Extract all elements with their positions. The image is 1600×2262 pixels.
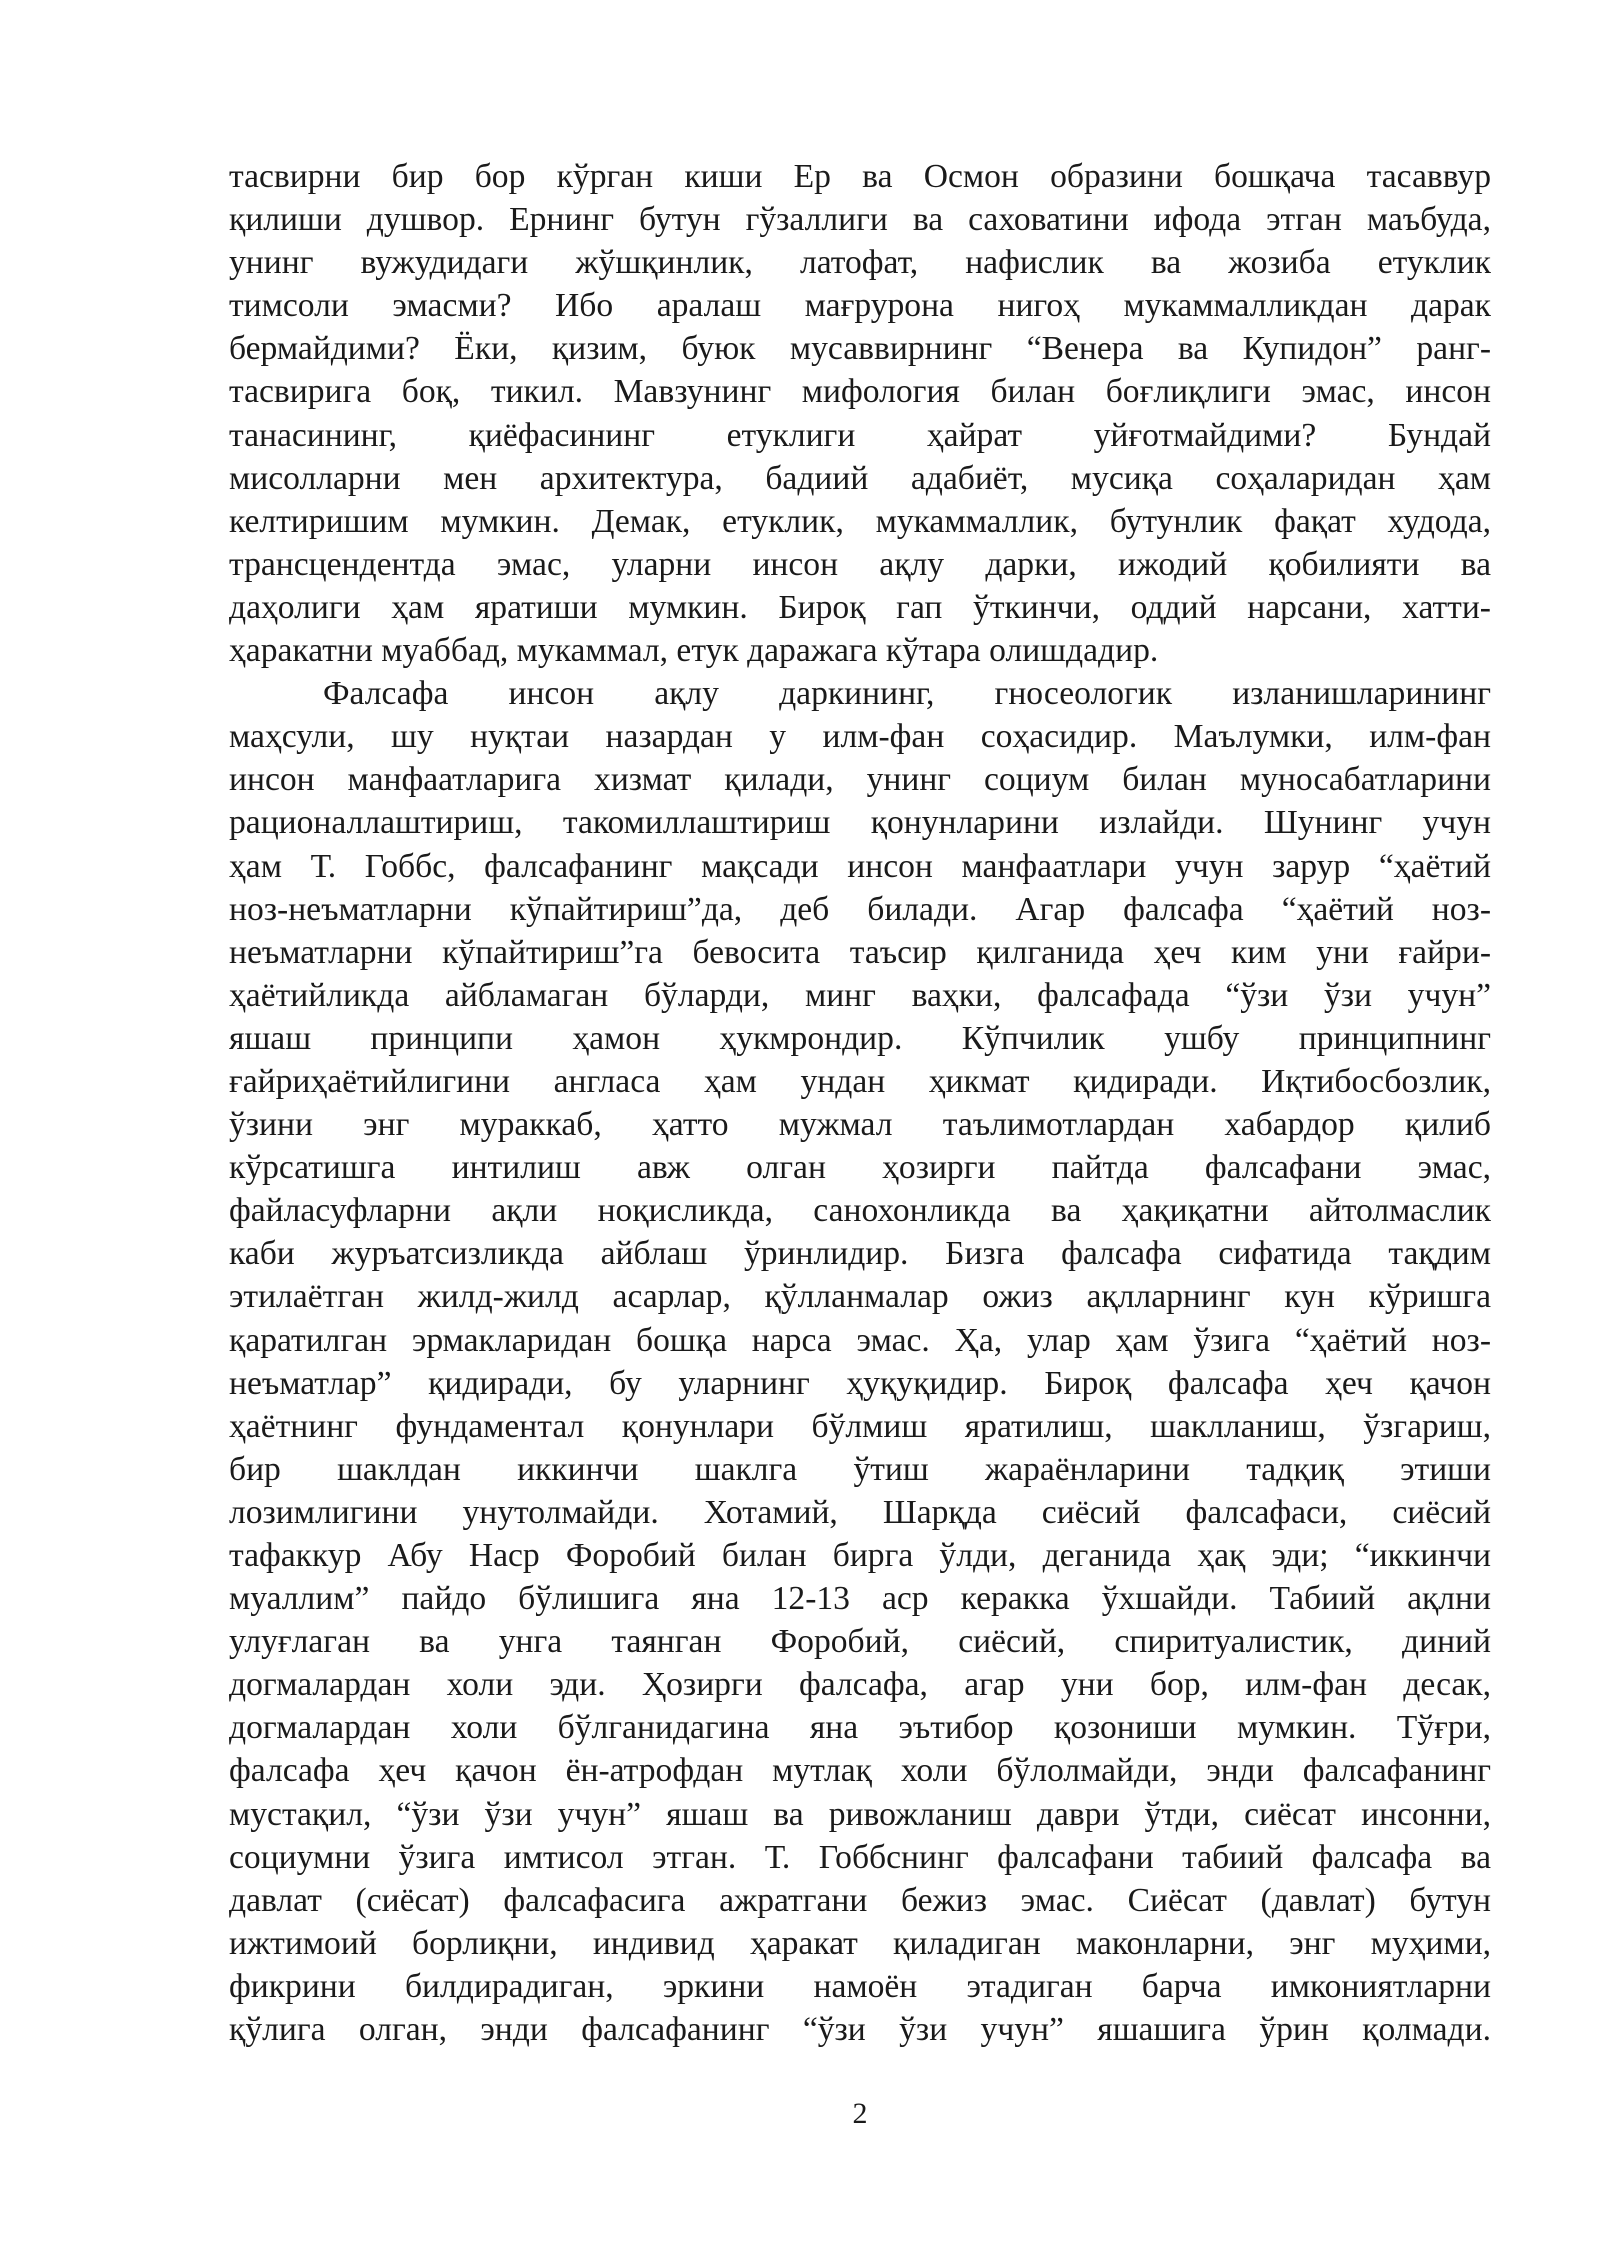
text-line: фалсафа ҳеч қачон ён-атрофдан мутлақ холи бўлолмайди, энди фалсафанинг (229, 1752, 1491, 1790)
text-line: қилиши душвор. Ернинг бутун гўзаллиги ва саховатини ифода этган маъбуда, (229, 201, 1491, 239)
text-line: тимсоли эмасми? Ибо аралаш мағрурона нигоҳ мукаммалликдан дарак (229, 287, 1491, 325)
text-line: тасвирни бир бор кўрган киши Ер ва Осмон образини бошқача тасаввур (229, 158, 1491, 195)
text-line: бермайдими? Ёки, қизим, буюк мусаввирнинг “Венера ва Купидон” ранг- (229, 330, 1491, 368)
text-line: ҳаётийликда айбламаган бўларди, минг ваҳки, фалсафада “ўзи ўзи учун” (229, 976, 1491, 1014)
text-line: яшаш принципи ҳамон ҳукмрондир. Кўпчилик ушбу принципнинг (229, 1019, 1491, 1057)
text-line: лозимлигини унутолмайди. Хотамий, Шарқда сиёсий фалсафаси, сиёсий (229, 1493, 1491, 1531)
text-line: социумни ўзига имтисол этган. Т. Гоббснинг фалсафани табиий фалсафа ва (229, 1838, 1491, 1876)
text-line: мисолларни мен архитектура, бадиий адабиёт, мусиқа соҳаларидан ҳам (229, 459, 1491, 497)
text-line: даҳолиги ҳам яратиши мумкин. Бироқ гап ўткинчи, оддий нарсани, хатти- (229, 588, 1491, 626)
page-number: 2 (852, 2097, 868, 2130)
text-line: инсон манфаатларига хизмат қилади, унинг социум билан муносабатларини (229, 761, 1491, 799)
text-line: муаллим” пайдо бўлишига яна 12-13 аср керакка ўхшайди. Табиий ақлни (229, 1580, 1491, 1618)
text-line: ноз-неъматларни кўпайтириш”да, деб билади. Агар фалсафа “ҳаётий ноз- (229, 890, 1491, 928)
text-line: каби журъатсизликда айблаш ўринлидир. Бизга фалсафа сифатида тақдим (229, 1235, 1491, 1273)
text-line: қўлига олган, энди фалсафанинг “ўзи ўзи учун” яшашига ўрин қолмади. (229, 2011, 1491, 2049)
text-line: қаратилган эрмакларидан бошқа нарса эмас. Ҳа, улар ҳам ўзига “ҳаётий ноз- (229, 1321, 1491, 1359)
body-text (229, 155, 1491, 2051)
text-line: неъматлар” қидиради, бу уларнинг ҳуқуқидир. Бироқ фалсафа ҳеч қачон (229, 1364, 1491, 1402)
text-line: ҳам Т. Гоббс, фалсафанинг мақсади инсон манфаатлари учун зарур “ҳаётий (229, 847, 1491, 885)
text-line: унинг вужудидаги жўшқинлик, латофат, нафислик ва жозиба етуклик (229, 244, 1491, 282)
text-line: файласуфларни ақли ноқисликда, санохонликда ва ҳақиқатни айтолмаслик (229, 1192, 1491, 1230)
text-line: тасвирига боқ, тикил. Мавзунинг мифология билан боғлиқлиги эмас, инсон (229, 373, 1491, 411)
text-line: мустақил, “ўзи ўзи учун” яшаш ва ривожланиш даври ўтди, сиёсат инсонни, (229, 1795, 1491, 1833)
text-line: ҳаётнинг фундаментал қонунлари бўлмиш яратилиш, шаклланиш, ўзгариш, (229, 1407, 1491, 1445)
text-line: рационаллаштириш, такомиллаштириш қонунларини излайди. Шунинг учун (229, 804, 1491, 842)
text-line: догмалардан холи эди. Ҳозирги фалсафа, агар уни бор, илм-фан десак, (229, 1666, 1491, 1704)
text-line: трансцендентда эмас, уларни инсон ақлу дарки, ижодий қобилияти ва (229, 545, 1491, 583)
text-line: бир шаклдан иккинчи шаклга ўтиш жараёнларини тадқиқ этиши (229, 1450, 1491, 1488)
text-line: ижтимоий борлиқни, индивид ҳаракат қиладиган маконларни, энг муҳими, (229, 1924, 1491, 1962)
text-line: тафаккур Абу Наср Форобий билан бирга ўлди, деганида ҳақ эди; “иккинчи (229, 1537, 1491, 1574)
text-line: догмалардан холи бўлганидагина яна эътибор қозониши мумкин. Тўғри, (229, 1709, 1491, 1747)
text-line: этилаётган жилд-жилд асарлар, қўлланмалар ожиз ақлларнинг кун кўришга (229, 1278, 1491, 1316)
text-line: фикрини билдирадиган, эркини намоён этадиган барча имкониятларни (229, 1967, 1491, 2005)
text-line: ҳаракатни муаббад, мукаммал, етук даражага кўтара олишдадир. (229, 632, 1159, 670)
text-line: маҳсули, шу нуқтаи назардан у илм-фан соҳасидир. Маълумки, илм-фан (229, 718, 1491, 756)
text-line: неъматларни кўпайтириш”га бевосита таъсир қилганида ҳеч ким уни ғайри- (229, 933, 1491, 971)
paragraph-first-line: Фалсафа инсон ақлу даркининг, гносеологик изланишларининг (323, 675, 1491, 713)
text-line: танасининг, қиёфасининг етуклиги ҳайрат уйғотмайдими? Бундай (229, 416, 1491, 454)
text-line: келтиришим мумкин. Демак, етуклик, мукаммаллик, бутунлик фақат худода, (229, 502, 1491, 540)
text-line: кўрсатишга интилиш авж олган ҳозирги пайтда фалсафани эмас, (229, 1149, 1491, 1187)
text-line: давлат (сиёсат) фалсафасига ажратгани бежиз эмас. Сиёсат (давлат) бутун (229, 1881, 1491, 1919)
text-line: ғайриҳаётийлигини англаса ҳам ундан ҳикмат қидиради. Иқтибосбозлик, (229, 1062, 1491, 1100)
text-line: улуғлаган ва унга таянган Форобий, сиёсий, спиритуалистик, диний (229, 1623, 1491, 1661)
text-line: ўзини энг мураккаб, ҳатто мужмал таълимотлардан хабардор қилиб (229, 1106, 1491, 1144)
